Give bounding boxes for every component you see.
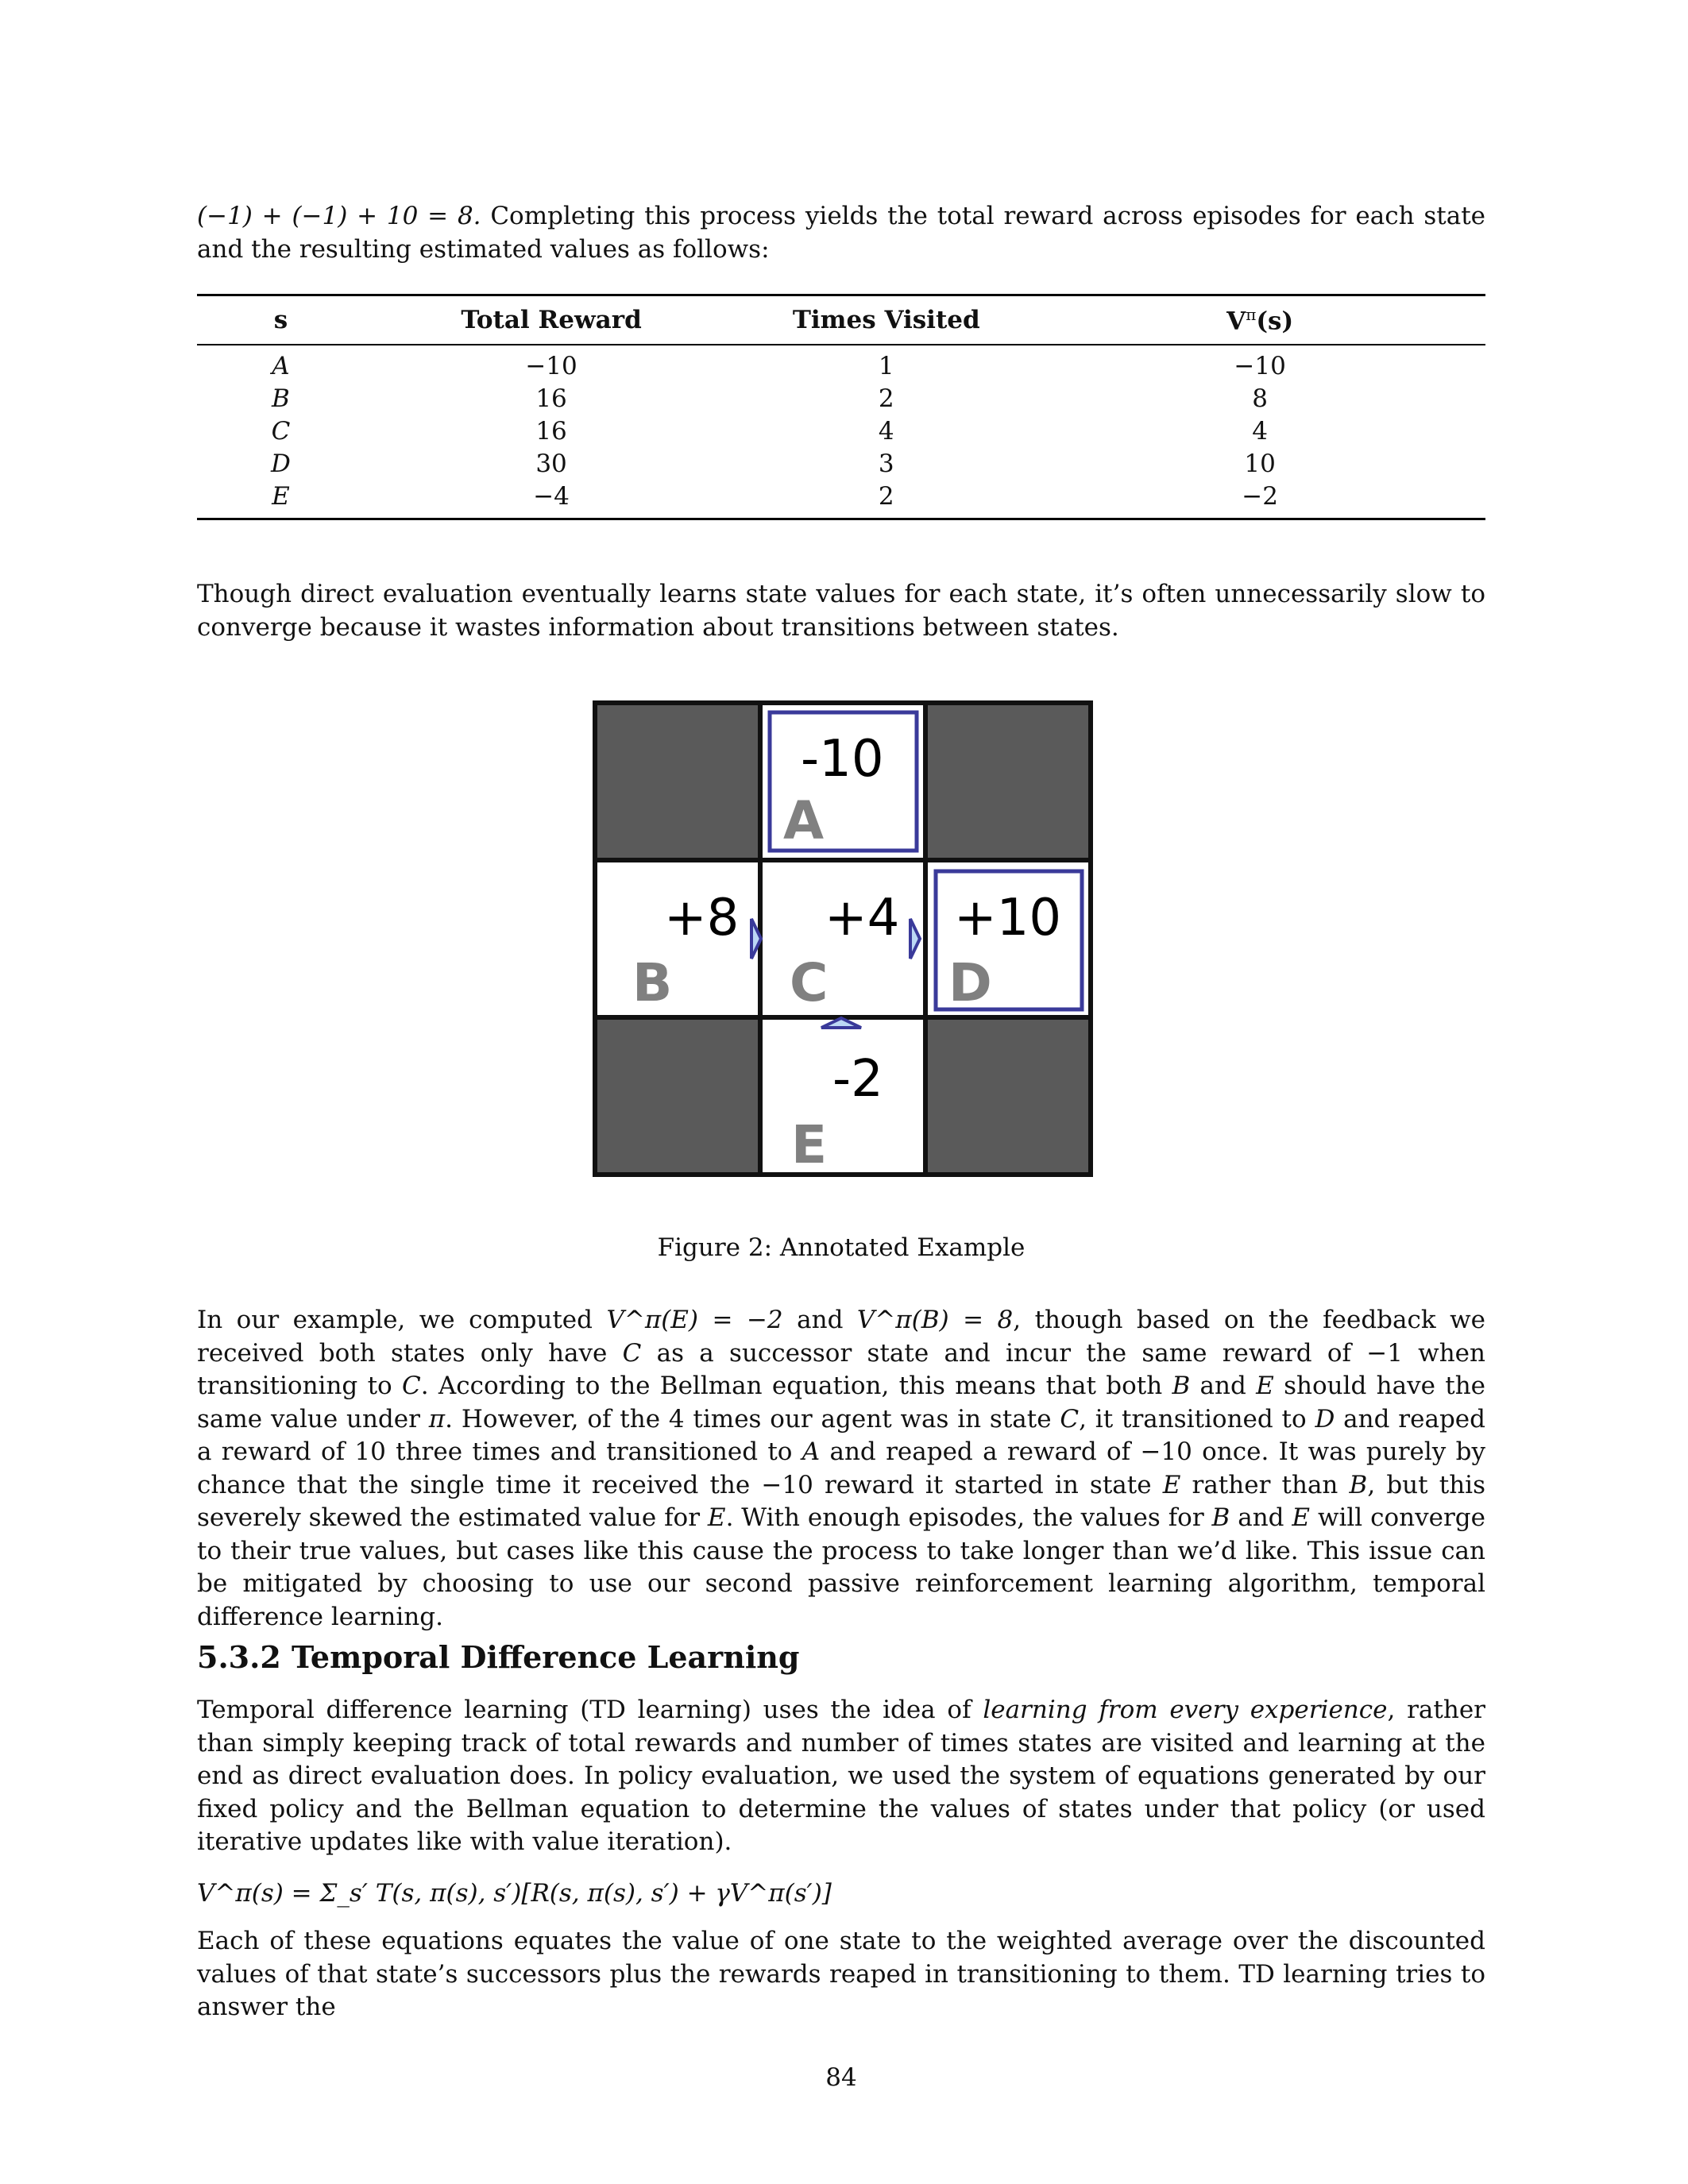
cell-state: C (271, 417, 291, 446)
cell-state: D (271, 450, 291, 478)
header-total-reward: Total Reward (461, 306, 642, 334)
label-e: E (791, 1114, 828, 1175)
paragraph-direct-evaluation: Though direct evaluation eventually learns state values for each state, it’s often unnecessarily slow to converge because it wastes information about transitions between states. (197, 580, 1485, 642)
cell-state: A (272, 352, 290, 380)
cell-times-visited: 3 (878, 450, 894, 478)
cell-value: 10 (1244, 450, 1276, 478)
wall-cell-top-left (596, 704, 759, 859)
cell-times-visited: 2 (878, 384, 894, 413)
cell-value: −10 (1234, 352, 1286, 380)
bellman-equation: V^π(s) = Σ_s′ T(s, π(s), s′)[R(s, π(s), s′) + γV^π(s′)] (197, 1879, 832, 1908)
label-d: D (948, 952, 992, 1013)
value-b: +8 (664, 889, 740, 947)
paragraph-example-analysis: In our example, we computed V^π(E) = −2 and V^π(B) = 8, though based on the feedback we received both states only have C as a successor state and incur the same reward of −1 when transitioning to C. According to the Bellman equation, this means that both B and E should have the same value under π. However, of the 4 times our agent was in state C, it transitioned to D and reaped a reward of 10 three times and transitioned to A and reaped a reward of −10 once. It was purely by chance that the single time it received the −10 reward it started in state E rather than B, but this severely skewed the estimated value for E. With enough episodes, the values for B and E will converge to their true values, but cases like this cause the process to take longer than we’d like. This issue can be mitigated by choosing to use our second passive reinforcement learning algorithm, temporal difference learning. (197, 1306, 1486, 1631)
table-row (197, 415, 1485, 448)
cell-total-reward: 16 (535, 417, 567, 446)
section-number: 5.3.2 (197, 1639, 281, 1675)
cell-times-visited: 2 (878, 482, 894, 511)
value-c: +4 (825, 889, 900, 947)
table-row (197, 383, 1485, 415)
math-sum: (−1) + (−1) + 10 = 8. (197, 202, 481, 230)
section-heading (197, 1639, 799, 1675)
wall-cell-bottom-right (926, 1018, 1090, 1174)
label-b: B (632, 952, 673, 1013)
cell-value: 4 (1252, 417, 1268, 446)
value-e: -2 (832, 1050, 883, 1109)
figure-caption: Figure 2: Annotated Example (657, 1233, 1026, 1262)
value-d: +10 (954, 889, 1062, 947)
label-c: C (790, 952, 829, 1013)
cell-state: E (272, 482, 290, 511)
cell-total-reward: 16 (535, 384, 567, 413)
section-title: Temporal Difference Learning (292, 1639, 800, 1675)
cell-value: −2 (1242, 482, 1278, 511)
cell-value: 8 (1252, 384, 1268, 413)
value-a: -10 (801, 730, 884, 789)
paragraph-td-intro: Temporal difference learning (TD learning) uses the idea of learning from every experience, rather than simply keeping track of total rewards and number of times states are visited and learning at the end as direct evaluation does. In policy evaluation, we used the system of equations generated by our fixed policy and the Bellman equation to determine the values of states under that policy (or used iterative updates like with value iteration). (197, 1696, 1485, 1856)
cell-state: B (272, 384, 290, 413)
paragraph-equations-explanation: Each of these equations equates the value of one state to the weighted average over the discounted values of that state’s successors plus the rewards reaped in transitioning to them. TD learning tries to answer the (197, 1927, 1485, 2021)
direct-evaluation-table (197, 294, 1485, 520)
paragraph-totals-intro: (−1) + (−1) + 10 = 8. Completing this process yields the total reward across episodes for each state and the resulting estimated values as follows: (197, 202, 1486, 264)
label-a: A (783, 790, 825, 851)
table-row (197, 448, 1485, 480)
cell-total-reward: −4 (533, 482, 570, 511)
gridworld-figure (593, 700, 1093, 1177)
table-header-row (197, 295, 1485, 345)
gridworld-diagram (593, 700, 1093, 1177)
cell-total-reward: 30 (535, 450, 567, 478)
table-row (197, 480, 1485, 519)
header-times-visited: Times Visited (792, 306, 980, 334)
header-value: $V^\pi(s)$ (1226, 304, 1294, 336)
wall-cell-bottom-left (596, 1018, 759, 1174)
header-state: s (273, 306, 288, 334)
cell-total-reward: −10 (525, 352, 577, 380)
emphasis-phrase: learning from every experience (983, 1696, 1388, 1724)
cell-times-visited: 4 (878, 417, 894, 446)
page-number: 84 (825, 2063, 857, 2092)
wall-cell-top-right (926, 704, 1090, 859)
table-row (197, 345, 1485, 383)
cell-times-visited: 1 (878, 352, 894, 380)
